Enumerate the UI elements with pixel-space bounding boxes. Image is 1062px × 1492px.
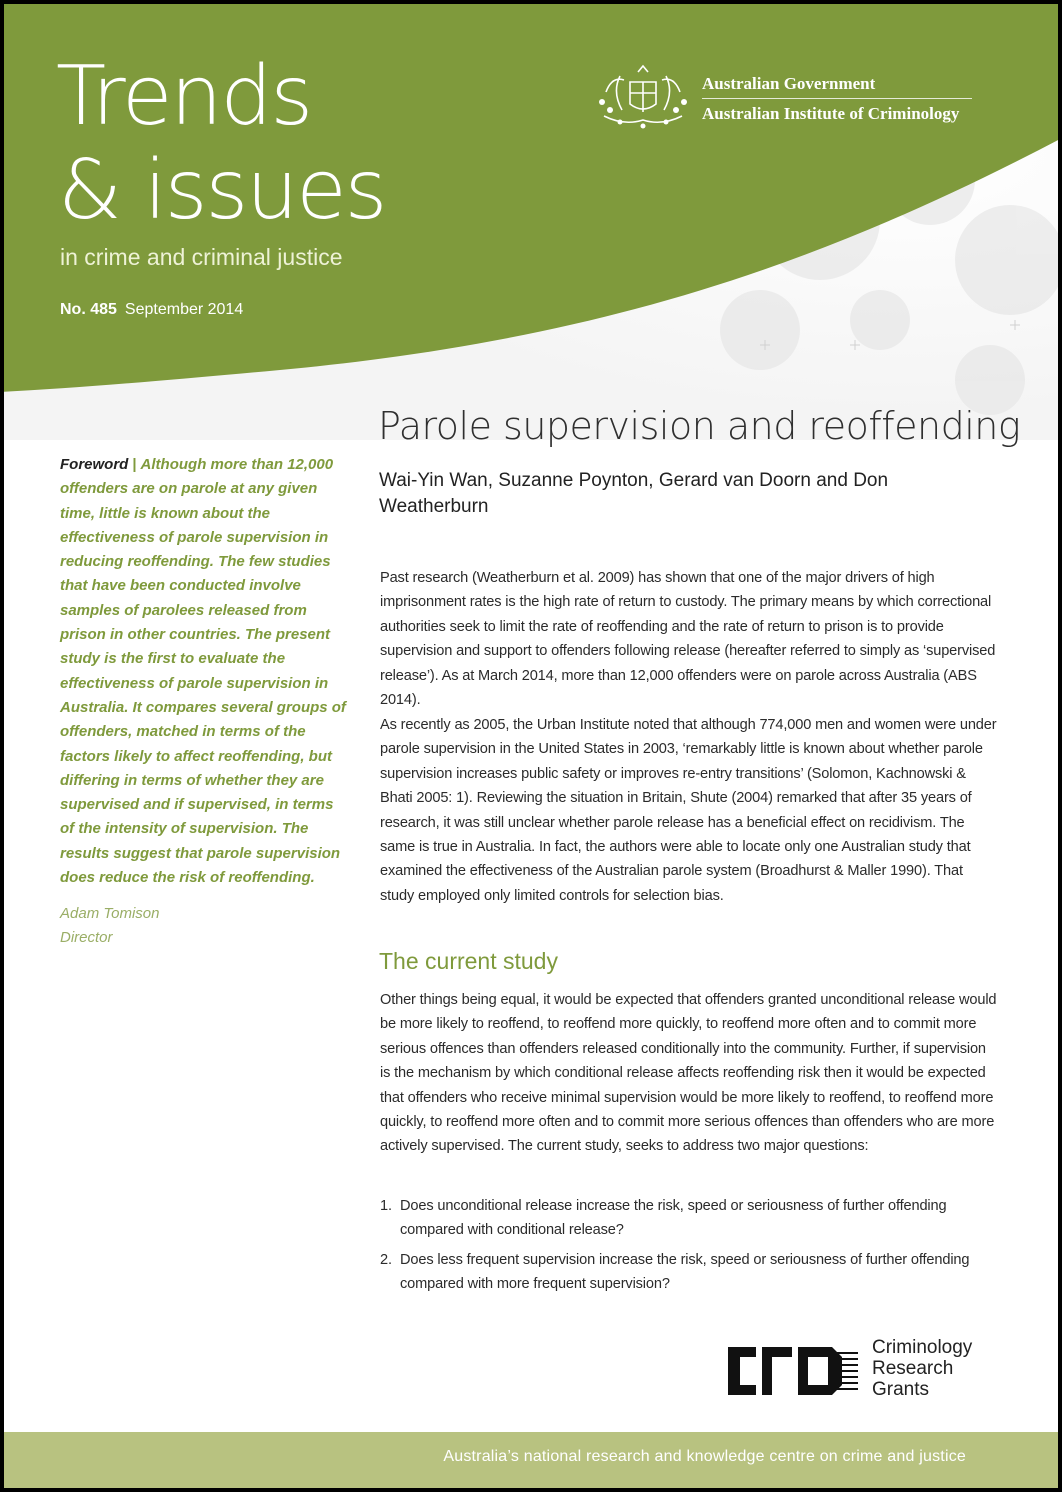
- list-text: Does unconditional release increase the risk, speed or seriousness of further offending compared with conditional release?: [400, 1198, 947, 1239]
- list-item: [380, 1194, 1000, 1243]
- article-authors: Wai-Yin Wan, Suzanne Poynton, Gerard van Doorn and Don Weatherburn: [379, 470, 889, 517]
- crg-wordmark: [872, 1337, 972, 1400]
- foreword-label: Foreword: [60, 456, 129, 473]
- questions-list: [380, 1194, 1000, 1302]
- list-item: [380, 1248, 1000, 1297]
- foreword-text: Although more than 12,000 offenders are on parole at any given time, little is known about the effectiveness of parole supervision in reducing reoffending. The few studies that have been conducted involve samples of parolees released from prison in other countries. The present study is the first to evaluate the effectiveness of parole supervision in Australia. It compares several groups of offenders, matched in terms of the factors likely to affect reoffending, but differing in terms of whether they are supervised and if supervised, in terms of the intensity of supervision. The results suggest that parole supervision does reduce the risk of reoffending.: [60, 456, 346, 887]
- article-title: Parole supervision and reoffending: [378, 404, 1021, 448]
- issue-date: September 2014: [124, 301, 244, 318]
- government-name: Australian Government: [702, 74, 972, 99]
- criminology-research-grants-logo: [722, 1333, 1022, 1413]
- crg-emblem-icon: [722, 1333, 862, 1409]
- footer-bar: [4, 1432, 1058, 1488]
- crg-line2: Research: [872, 1358, 954, 1379]
- list-number: 2.: [380, 1251, 392, 1268]
- paragraph-1: Past research (Weatherburn et al. 2009) has shown that one of the major drivers of high imprisonment rates is the high rate of return to custody. The primary means by which correctional authorities seek to limit the rate of reoffending and the rate of return to prison is to provide supervision and support to offenders following release (hereafter referred to simply as ‘supervised release’). As at March 2014, more than 12,000 offenders were on parole across Australia (ABS 2014).: [380, 570, 996, 709]
- coat-of-arms-icon: [592, 62, 694, 132]
- crg-line3: Grants: [872, 1379, 930, 1400]
- paragraph-3: Other things being equal, it would be expected that offenders granted unconditional release would be more likely to reoffend, to reoffend more quickly, to reoffend more often and to commit more serious offences than offenders released conditionally into the community. Further, if supervision is the mechanism by which conditional release affects reoffending risk then it would be expected that offenders who receive minimal supervision would be more likely to reoffend, to reoffend more quickly, to reoffend more often and to commit more serious offences than offenders who are more actively supervised. The current study, seeks to address two major questions:: [380, 992, 997, 1155]
- paragraph-2: As recently as 2005, the Urban Institute noted that although 774,000 men and women were under parole supervision in the United States in 2003, ‘remarkably little is known about whether parole supervision increases public safety or improves re-entry transitions’ (Solomon, Kachnowski & Bhati 2005: 1). Reviewing the situation in Britain, Shute (2004) remarked that after 35 years of research, it was still unclear whether parole release has a beneficial effect on recidivism. The same is true in Australia. In fact, the authors were able to locate only one Australian study that examined the effectiveness of the Australian parole system (Broadhurst & Maller 1990). That study employed only limited controls for selection bias.: [380, 717, 997, 904]
- signatory-role: Director: [60, 929, 113, 946]
- masthead-title-line1: Trends: [56, 49, 312, 144]
- list-number: 1.: [380, 1198, 392, 1214]
- foreword-signature: [60, 902, 160, 950]
- foreword-separator: |: [132, 456, 137, 473]
- signatory-name: Adam Tomison: [60, 905, 160, 922]
- issue-info: [60, 301, 243, 319]
- crg-line1: Criminology: [872, 1337, 973, 1358]
- masthead-title-line2: & issues: [58, 143, 386, 238]
- government-logo: [592, 62, 972, 132]
- foreword: [60, 453, 350, 890]
- list-text: Does less frequent supervision increase the risk, speed or seriousness of further offending compared with more frequent supervision?: [400, 1251, 970, 1293]
- section-heading: The current study: [379, 948, 558, 974]
- masthead-subtitle: in crime and criminal justice: [60, 244, 343, 270]
- agency-name: Australian Institute of Criminology: [702, 104, 960, 123]
- issue-number: No. 485: [60, 301, 117, 318]
- footer-tagline: Australia’s national research and knowledge centre on crime and justice: [443, 1448, 966, 1465]
